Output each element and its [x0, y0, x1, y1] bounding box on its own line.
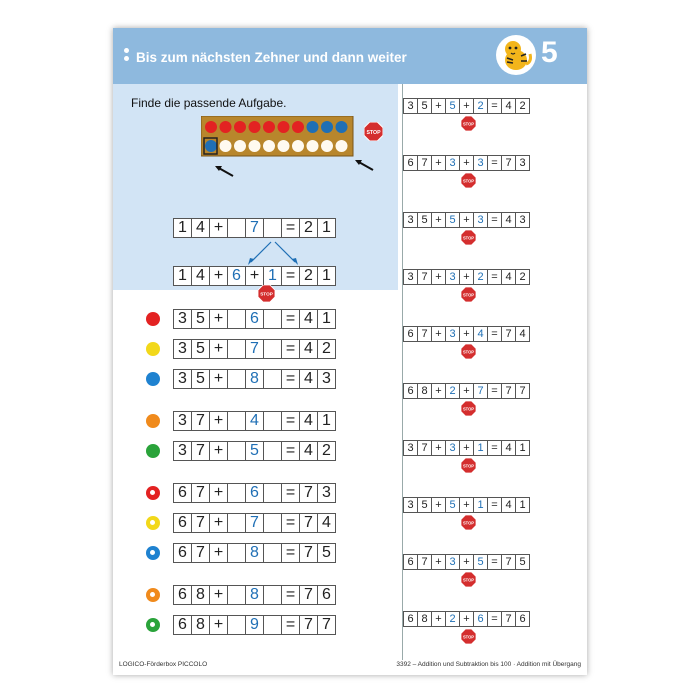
solution-row — [403, 98, 573, 114]
equation-cell: 5 — [317, 543, 336, 563]
solution-row — [403, 497, 573, 513]
equation-cell: 4 — [299, 369, 318, 389]
equation-cell: + — [209, 309, 228, 329]
equation-cell: = — [281, 585, 300, 605]
equation-cell: 6 — [317, 585, 336, 605]
equation-cell: 8 — [191, 585, 210, 605]
answer-box[interactable] — [263, 218, 282, 238]
equation-cell: 5 — [191, 369, 210, 389]
equation-cell: 3 — [317, 483, 336, 503]
equation-cell: 7 — [501, 554, 516, 570]
equation-cell: 6 — [403, 383, 418, 399]
bead — [292, 121, 304, 133]
bead — [205, 121, 217, 133]
equation-cell: 5 — [445, 212, 460, 228]
equation-cell: 6 — [515, 611, 530, 627]
bead — [336, 121, 348, 133]
equation-cell: + — [459, 383, 474, 399]
equation-cell: 6 — [403, 326, 418, 342]
stop-sign-icon — [461, 515, 476, 530]
equation-cell: = — [281, 483, 300, 503]
equation-cell: 5 — [445, 98, 460, 114]
equation-cell: = — [487, 326, 502, 342]
worksheet — [113, 28, 587, 675]
bead — [249, 121, 261, 133]
equation-cell: + — [209, 543, 228, 563]
bead — [263, 121, 275, 133]
stop-sign-icon — [258, 285, 275, 302]
equation-cell: 6 — [227, 266, 246, 286]
equation-cell: 4 — [501, 98, 516, 114]
equation-cell: + — [209, 483, 228, 503]
stop-sign-icon — [461, 629, 476, 644]
equation-cell: = — [281, 411, 300, 431]
example-equation-1 — [173, 218, 335, 238]
solution-row — [403, 611, 573, 627]
equation-cell: 6 — [173, 615, 192, 635]
equation-cell: + — [459, 554, 474, 570]
equation-cell: 7 — [191, 543, 210, 563]
color-dot — [146, 588, 160, 602]
equation-cell: + — [431, 611, 446, 627]
equation-cell: = — [281, 513, 300, 533]
bead — [249, 140, 261, 152]
answer-box[interactable] — [227, 483, 246, 503]
equation-cell: 5 — [417, 98, 432, 114]
solution-row — [403, 212, 573, 228]
task-row — [173, 441, 335, 461]
svg-text:STOP: STOP — [366, 129, 381, 136]
bullet-dot — [124, 56, 129, 61]
equation-cell: = — [487, 497, 502, 513]
task-row — [173, 543, 335, 563]
equation-cell: 2 — [473, 269, 488, 285]
equation-cell: = — [487, 98, 502, 114]
equation-cell: 4 — [299, 309, 318, 329]
equation-cell: 4 — [501, 269, 516, 285]
equation-cell: + — [459, 212, 474, 228]
equation-cell: 6 — [403, 611, 418, 627]
page-number: 5 — [541, 36, 558, 69]
split-arrows — [233, 240, 313, 266]
equation-cell: = — [281, 543, 300, 563]
equation-cell: 1 — [515, 440, 530, 456]
stop-sign-icon — [461, 230, 476, 245]
equation-cell: 7 — [417, 326, 432, 342]
stop-sign-icon — [461, 401, 476, 416]
equation-cell: 2 — [299, 218, 318, 238]
equation-cell: 5 — [417, 212, 432, 228]
equation-cell: 8 — [417, 611, 432, 627]
stop-sign-icon — [461, 116, 476, 131]
equation-cell: 6 — [403, 155, 418, 171]
equation-cell: + — [431, 554, 446, 570]
stop-sign-icon — [461, 458, 476, 473]
equation-cell: 3 — [473, 155, 488, 171]
equation-cell: 2 — [515, 98, 530, 114]
answer-box[interactable] — [227, 218, 246, 238]
equation-cell: 7 — [299, 513, 318, 533]
answer-box[interactable] — [227, 513, 246, 533]
color-dot — [146, 444, 160, 458]
stop-sign-icon — [461, 344, 476, 359]
equation-cell: 4 — [317, 513, 336, 533]
equation-cell: 4 — [515, 326, 530, 342]
equation-cell: + — [459, 98, 474, 114]
equation-cell: + — [459, 440, 474, 456]
equation-cell: + — [431, 326, 446, 342]
task-row — [173, 615, 335, 635]
task-row — [173, 309, 335, 329]
answer-box[interactable] — [227, 585, 246, 605]
equation-cell: 7 — [191, 441, 210, 461]
color-dot — [146, 546, 160, 560]
equation-cell: 1 — [473, 440, 488, 456]
equation-cell: 1 — [317, 266, 336, 286]
equation-cell: + — [209, 513, 228, 533]
stop-sign-icon — [364, 122, 383, 141]
tiger-mascot-icon — [495, 34, 537, 76]
bead — [220, 140, 232, 152]
equation-cell: 3 — [445, 440, 460, 456]
equation-cell: + — [459, 155, 474, 171]
equation-cell: + — [431, 98, 446, 114]
equation-cell: 5 — [191, 309, 210, 329]
equation-cell: 4 — [473, 326, 488, 342]
color-dot — [146, 414, 160, 428]
equation-cell: + — [431, 440, 446, 456]
task-row — [173, 369, 335, 389]
equation-cell: 3 — [173, 369, 192, 389]
equation-cell: = — [487, 212, 502, 228]
equation-cell: 3 — [515, 155, 530, 171]
equation-cell: 3 — [403, 98, 418, 114]
answer-box[interactable] — [227, 441, 246, 461]
bullet-dot — [124, 48, 129, 53]
equation-cell: 3 — [173, 441, 192, 461]
equation-cell: 3 — [403, 212, 418, 228]
equation-cell: 3 — [173, 411, 192, 431]
equation-cell: 3 — [515, 212, 530, 228]
equation-cell: 5 — [191, 339, 210, 359]
equation-cell: 3 — [445, 554, 460, 570]
equation-cell: + — [209, 585, 228, 605]
answer-box[interactable] — [227, 411, 246, 431]
bead — [336, 140, 348, 152]
equation-cell: 3 — [403, 269, 418, 285]
svg-text:STOP: STOP — [462, 178, 475, 184]
equation-cell: + — [459, 326, 474, 342]
answer-box[interactable] — [263, 513, 282, 533]
equation-cell: 7 — [417, 155, 432, 171]
instruction-text: Finde die passende Aufgabe. — [131, 96, 287, 110]
equation-cell: 6 — [245, 309, 264, 329]
equation-cell: 2 — [445, 611, 460, 627]
equation-cell: 4 — [191, 218, 210, 238]
equation-cell: 6 — [173, 585, 192, 605]
arrow-icon — [353, 158, 375, 172]
equation-cell: 7 — [299, 585, 318, 605]
equation-cell: 4 — [245, 411, 264, 431]
equation-cell: 7 — [417, 440, 432, 456]
svg-text:STOP: STOP — [462, 520, 475, 526]
bead — [321, 121, 333, 133]
equation-cell: 5 — [445, 497, 460, 513]
answer-box[interactable] — [263, 615, 282, 635]
equation-cell: + — [431, 497, 446, 513]
color-dot — [146, 618, 160, 632]
bead — [205, 140, 217, 152]
equation-cell: 3 — [173, 309, 192, 329]
equation-cell: = — [487, 155, 502, 171]
equation-cell: 1 — [317, 309, 336, 329]
equation-cell: 1 — [317, 218, 336, 238]
equation-cell: 4 — [501, 497, 516, 513]
equation-cell: 4 — [191, 266, 210, 286]
task-row — [173, 513, 335, 533]
bead — [234, 121, 246, 133]
equation-cell: = — [281, 218, 300, 238]
solution-row — [403, 155, 573, 171]
equation-cell: 1 — [173, 218, 192, 238]
equation-cell: 8 — [191, 615, 210, 635]
equation-cell: 1 — [317, 411, 336, 431]
equation-cell: 5 — [473, 554, 488, 570]
solution-row — [403, 440, 573, 456]
equation-cell: = — [281, 369, 300, 389]
equation-cell: 7 — [501, 155, 516, 171]
header-bar — [113, 28, 587, 84]
equation-cell: 7 — [501, 611, 516, 627]
equation-cell: 3 — [445, 155, 460, 171]
equation-cell: 4 — [299, 339, 318, 359]
equation-cell: + — [459, 611, 474, 627]
bead — [292, 140, 304, 152]
equation-cell: 7 — [473, 383, 488, 399]
equation-cell: 6 — [403, 554, 418, 570]
color-dot — [146, 342, 160, 356]
equation-cell: 4 — [299, 411, 318, 431]
equation-cell: 4 — [299, 441, 318, 461]
bead — [321, 140, 333, 152]
solution-row — [403, 269, 573, 285]
stop-sign-icon — [461, 287, 476, 302]
equation-cell: = — [487, 611, 502, 627]
bead — [263, 140, 275, 152]
equation-cell: 5 — [515, 554, 530, 570]
footer-right: 3392 – Addition und Subtraktion bis 100 · Addition mit Übergang — [396, 661, 581, 668]
color-dot — [146, 486, 160, 500]
svg-text:STOP: STOP — [462, 235, 475, 241]
equation-cell: + — [209, 615, 228, 635]
equation-cell: 3 — [473, 212, 488, 228]
equation-cell: + — [209, 369, 228, 389]
equation-cell: 7 — [417, 554, 432, 570]
answer-box[interactable] — [227, 339, 246, 359]
equation-cell: 6 — [173, 543, 192, 563]
equation-cell: 5 — [417, 497, 432, 513]
equation-cell: = — [281, 339, 300, 359]
equation-cell: 2 — [473, 98, 488, 114]
equation-cell: 4 — [501, 212, 516, 228]
solution-row — [403, 326, 573, 342]
equation-cell: 1 — [173, 266, 192, 286]
arrow-icon — [213, 164, 235, 178]
equation-cell: 2 — [515, 269, 530, 285]
svg-text:STOP: STOP — [462, 577, 475, 583]
equation-cell: + — [459, 269, 474, 285]
equation-cell: 4 — [501, 440, 516, 456]
equation-cell: 9 — [245, 615, 264, 635]
bead — [307, 121, 319, 133]
equation-cell: + — [245, 266, 264, 286]
answer-box[interactable] — [227, 309, 246, 329]
equation-cell: 6 — [473, 611, 488, 627]
equation-cell: 7 — [417, 269, 432, 285]
equation-cell: 7 — [191, 483, 210, 503]
equation-cell: 2 — [317, 441, 336, 461]
answer-box[interactable] — [263, 411, 282, 431]
equation-cell: = — [487, 383, 502, 399]
equation-cell: 1 — [515, 497, 530, 513]
svg-text:STOP: STOP — [462, 121, 475, 127]
equation-cell: 7 — [191, 513, 210, 533]
bead — [234, 140, 246, 152]
equation-cell: 3 — [403, 497, 418, 513]
equation-cell: = — [487, 554, 502, 570]
answer-box[interactable] — [227, 543, 246, 563]
equation-cell: 7 — [245, 218, 264, 238]
equation-cell: 8 — [417, 383, 432, 399]
equation-cell: 3 — [445, 269, 460, 285]
equation-cell: 7 — [501, 383, 516, 399]
equation-cell: 6 — [173, 483, 192, 503]
equation-cell: + — [431, 383, 446, 399]
equation-cell: 5 — [245, 441, 264, 461]
equation-cell: 6 — [173, 513, 192, 533]
svg-text:STOP: STOP — [462, 406, 475, 412]
equation-cell: 3 — [445, 326, 460, 342]
equation-cell: = — [487, 440, 502, 456]
equation-cell: 7 — [299, 483, 318, 503]
equation-cell: + — [209, 266, 228, 286]
equation-cell: 2 — [317, 339, 336, 359]
counting-frame — [201, 116, 373, 158]
example-panel — [113, 84, 398, 297]
equation-cell: 1 — [263, 266, 282, 286]
bead — [278, 140, 290, 152]
answer-box[interactable] — [263, 369, 282, 389]
equation-cell: + — [431, 269, 446, 285]
bead — [220, 121, 232, 133]
equation-cell: 8 — [245, 369, 264, 389]
footer-left: LOGICO-Förderbox PICCOLO — [119, 661, 208, 668]
stop-sign-icon — [461, 572, 476, 587]
svg-text:STOP: STOP — [462, 349, 475, 355]
answer-box[interactable] — [227, 369, 246, 389]
bead — [307, 140, 319, 152]
equation-cell: 3 — [317, 369, 336, 389]
bead — [278, 121, 290, 133]
equation-cell: 7 — [245, 339, 264, 359]
svg-text:STOP: STOP — [462, 463, 475, 469]
equation-cell: 2 — [299, 266, 318, 286]
answer-box[interactable] — [263, 483, 282, 503]
answer-box[interactable] — [263, 441, 282, 461]
equation-cell: + — [431, 212, 446, 228]
task-row — [173, 339, 335, 359]
answer-box[interactable] — [263, 585, 282, 605]
equation-cell: + — [459, 497, 474, 513]
answer-box[interactable] — [263, 543, 282, 563]
equation-cell: 1 — [473, 497, 488, 513]
equation-cell: + — [209, 411, 228, 431]
equation-cell: 7 — [501, 326, 516, 342]
equation-cell: = — [281, 441, 300, 461]
page-title: Bis zum nächsten Zehner und dann weiter — [136, 50, 407, 65]
equation-cell: 7 — [299, 615, 318, 635]
equation-cell: 7 — [299, 543, 318, 563]
stop-sign-icon — [461, 173, 476, 188]
equation-cell: 7 — [191, 411, 210, 431]
equation-cell: 2 — [445, 383, 460, 399]
color-dot — [146, 312, 160, 326]
equation-cell: + — [209, 339, 228, 359]
svg-text:STOP: STOP — [462, 634, 475, 640]
equation-cell: 3 — [173, 339, 192, 359]
equation-cell: = — [487, 269, 502, 285]
equation-cell: + — [209, 218, 228, 238]
equation-cell: = — [281, 615, 300, 635]
answer-box[interactable] — [263, 309, 282, 329]
solution-row — [403, 554, 573, 570]
equation-cell: = — [281, 309, 300, 329]
svg-text:STOP: STOP — [260, 291, 273, 297]
task-row — [173, 585, 335, 605]
equation-cell: + — [431, 155, 446, 171]
task-row — [173, 411, 335, 431]
example-equation-2 — [173, 266, 335, 286]
equation-cell: 8 — [245, 543, 264, 563]
solution-row — [403, 383, 573, 399]
svg-text:STOP: STOP — [462, 292, 475, 298]
equation-cell: 7 — [245, 513, 264, 533]
answer-box[interactable] — [263, 339, 282, 359]
equation-cell: 7 — [317, 615, 336, 635]
equation-cell: = — [281, 266, 300, 286]
color-dot — [146, 516, 160, 530]
equation-cell: 6 — [245, 483, 264, 503]
equation-cell: 8 — [245, 585, 264, 605]
answer-box[interactable] — [227, 615, 246, 635]
equation-cell: + — [209, 441, 228, 461]
color-dot — [146, 372, 160, 386]
task-row — [173, 483, 335, 503]
equation-cell: 3 — [403, 440, 418, 456]
equation-cell: 7 — [515, 383, 530, 399]
